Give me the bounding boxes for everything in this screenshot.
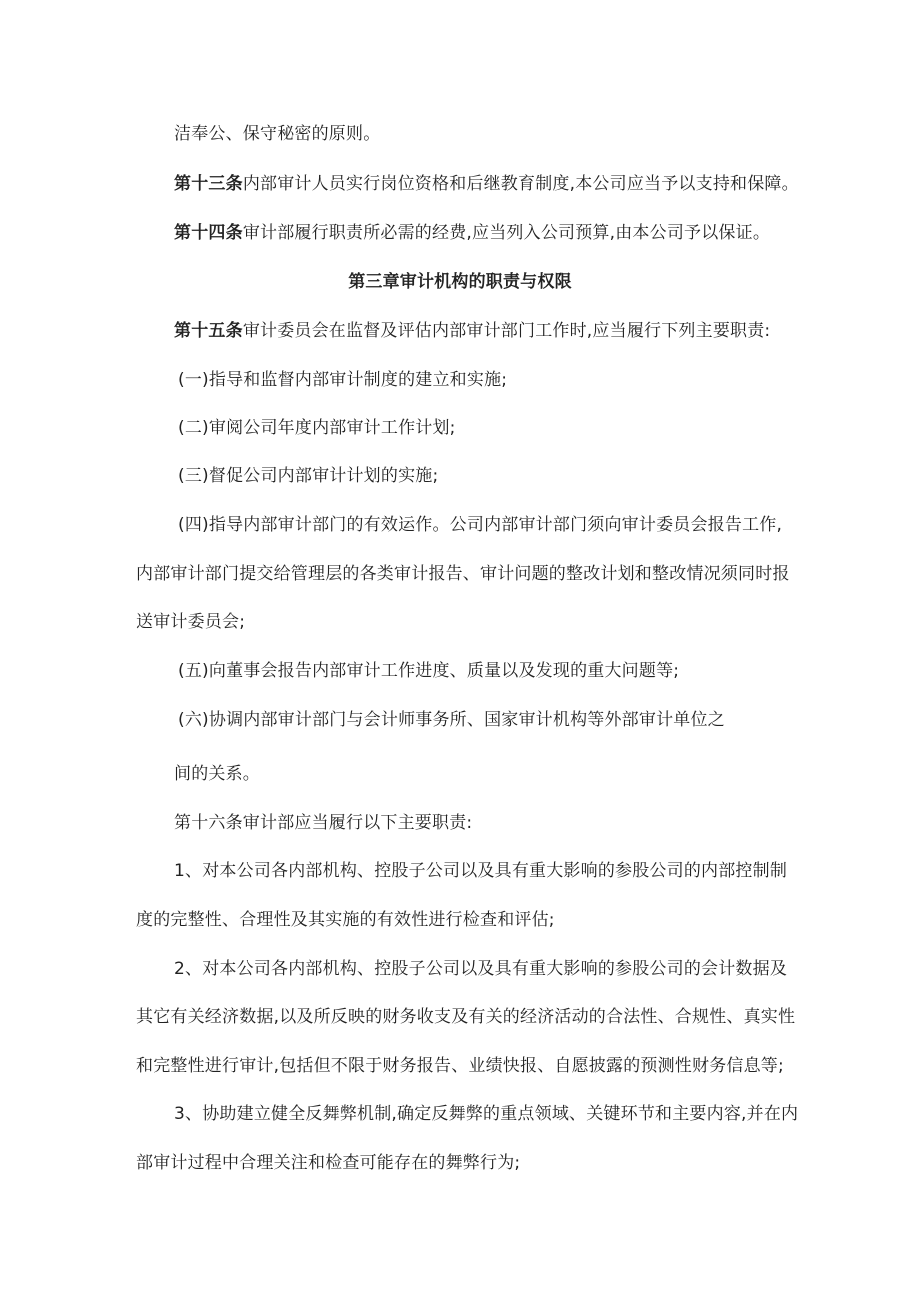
paragraph-line: 内部审计部门提交给管理层的各类审计报告、审计问题的整改计划和整改情况须同时报	[136, 564, 790, 584]
paragraph-line: 其它有关经济数据,以及所反映的财务收支及有关的经济活动的合法性、合规性、真实性	[136, 1007, 796, 1027]
list-item: (三)督促公司内部审计计划的实施;	[178, 466, 439, 486]
numbered-item: 1、对本公司各内部机构、控股子公司以及具有重大影响的参股公司的内部控制制	[174, 861, 788, 881]
article-15-label: 第十五条	[174, 321, 243, 341]
paragraph-line	[174, 122, 380, 146]
paragraph-line: 度的完整性、合理性及其实施的有效性进行检查和评估;	[136, 910, 555, 930]
list-item: (一)指导和监督内部审计制度的建立和实施;	[178, 370, 508, 390]
paragraph-line: 部审计过程中合理关注和检查可能存在的舞弊行为;	[136, 1153, 521, 1173]
article-14	[174, 221, 770, 245]
chapter-heading: 第三章审计机构的职责与权限	[348, 272, 572, 292]
line-text: 洁奉公、保守秘密的原则。	[174, 124, 381, 144]
paragraph-line: 间的关系。	[174, 764, 260, 784]
article-13	[174, 172, 799, 196]
list-item: (五)向董事会报告内部审计工作进度、质量以及发现的重大问题等;	[178, 661, 680, 681]
article-15	[174, 319, 770, 343]
list-item: (二)审阅公司年度内部审计工作计划;	[178, 418, 456, 438]
article-14-text: 审计部履行职责所必需的经费,应当列入公司预算,由本公司予以保证。	[242, 223, 771, 243]
list-item: (六)协调内部审计部门与会计师事务所、国家审计机构等外部审计单位之	[178, 710, 725, 730]
article-13-label: 第十三条	[174, 174, 243, 194]
article-14-label: 第十四条	[174, 223, 243, 243]
article-16: 第十六条审计部应当履行以下主要职责:	[174, 813, 473, 833]
article-13-text: 内部审计人员实行岗位资格和后继教育制度,本公司应当予以支持和保障。	[242, 174, 799, 194]
numbered-item: 2、对本公司各内部机构、控股子公司以及具有重大影响的参股公司的会计数据及	[174, 959, 788, 979]
paragraph-line: 和完整性进行审计,包括但不限于财务报告、业绩快报、自愿披露的预测性财务信息等;	[136, 1056, 784, 1076]
article-15-text: 审计委员会在监督及评估内部审计部门工作时,应当履行下列主要职责:	[242, 321, 771, 341]
paragraph-line: 送审计委员会;	[136, 612, 246, 632]
list-item: (四)指导内部审计部门的有效运作。公司内部审计部门须向审计委员会报告工作,	[178, 515, 783, 535]
numbered-item: 3、协助建立健全反舞弊机制,确定反舞弊的重点领域、关键环节和主要内容,并在内	[174, 1104, 799, 1124]
